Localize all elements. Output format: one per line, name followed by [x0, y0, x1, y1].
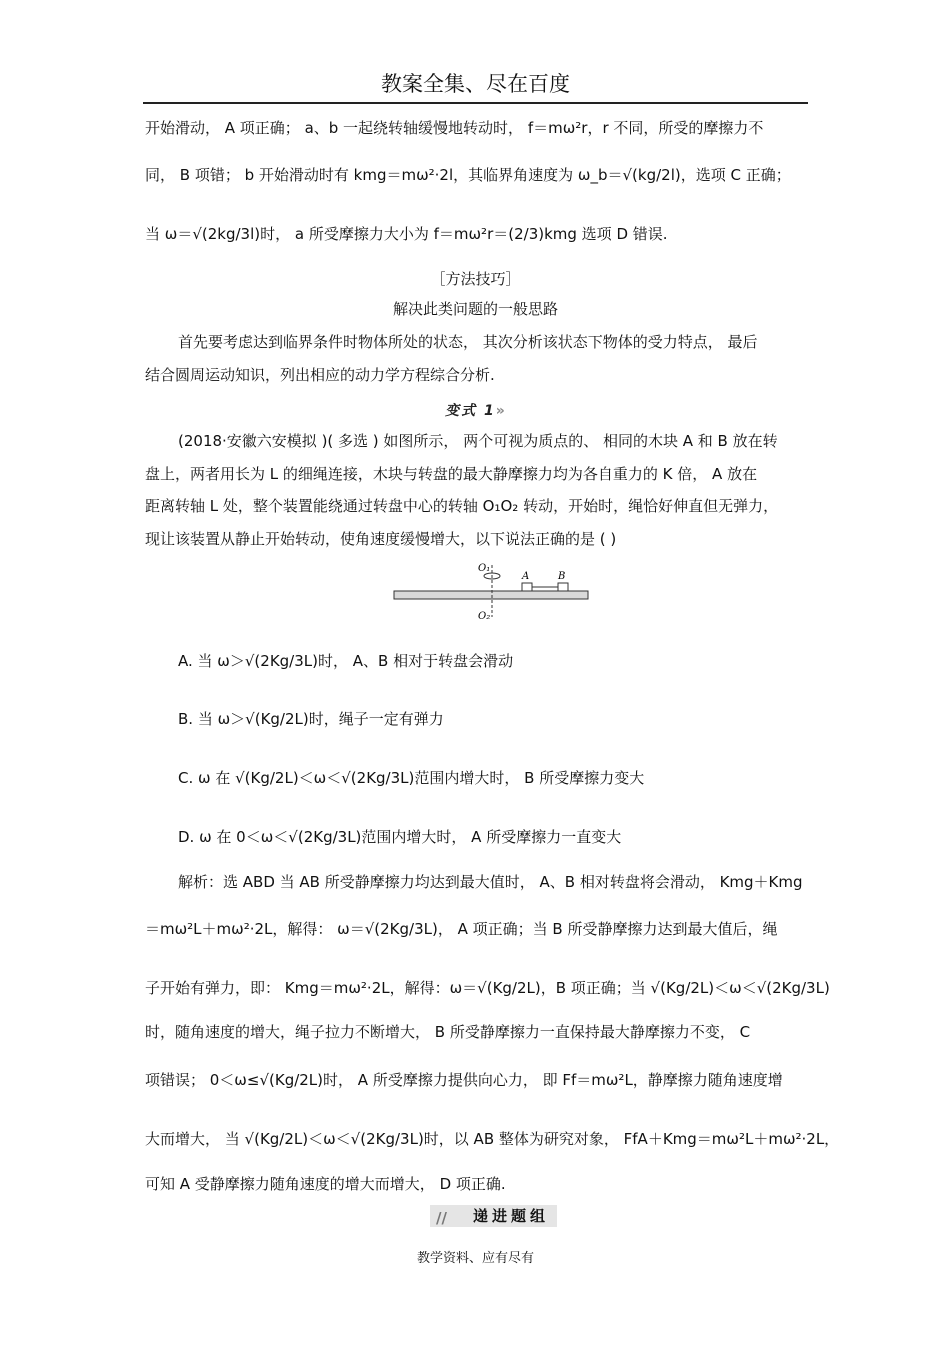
progressive-exercise-label: 递进题组: [472, 1207, 549, 1225]
block-a: [522, 583, 532, 591]
question-line-1: (2018·安徽六安模拟 )( 多选 ) 如图所示， 两个可视为质点的、 相同的木块 A 和 B 放在转: [178, 432, 778, 450]
question-line-3: 距离转轴 L 处，整个装置能绕通过转盘中心的转轴 O₁O₂ 转动，开始时，绳恰好伸直但无弹力，: [145, 497, 779, 515]
progressive-exercise-banner: [430, 1205, 557, 1227]
analysis-prev-line-1: 开始滑动， A 项正确； a、b 一起绕转轴缓慢地转动时， f＝mω²r，r 不同，所受的摩擦力不: [145, 119, 764, 137]
option-d: D. ω 在 0＜ω＜√(2Kg/3L)范围内增大时， A 所受摩擦力一直变大: [178, 828, 622, 846]
method-title: 解决此类问题的一般思路: [392, 300, 558, 318]
analysis-line-2: ＝mω²L＋mω²·2L，解得： ω＝√(2Kg/3L)， A 项正确；当 B 所受静摩擦力达到最大值后，绳: [145, 920, 778, 938]
label-b: B: [558, 571, 566, 582]
page-header-title: 教案全集、尽在百度: [143, 66, 808, 104]
analysis-prev-line-3: 当 ω＝√(2kg/3l)时， a 所受摩擦力大小为 f＝mω²r＝(2/3)kmg 选项 D 错误.: [145, 225, 668, 243]
method-tag: ［方法技巧］: [430, 270, 521, 288]
question-line-4: 现让该装置从静止开始转动，使角速度缓慢增大，以下说法正确的是 ( ): [145, 530, 617, 548]
slash-mark-icon: //: [436, 1209, 447, 1227]
label-o2: O₂: [478, 611, 491, 622]
label-a: A: [522, 571, 530, 582]
option-a: A. 当 ω＞√(2Kg/3L)时， A、B 相对于转盘会滑动: [178, 652, 514, 670]
variant-tag: [430, 402, 522, 420]
analysis-line-7: 可知 A 受静摩擦力随角速度的增大而增大， D 项正确.: [145, 1175, 506, 1193]
analysis-line-3: 子开始有弹力，即： Kmg＝mω²·2L，解得：ω＝√(Kg/2L)，B 项正确；当 √(Kg/2L)＜ω＜√(2Kg/3L): [145, 979, 830, 997]
page-footer: 教学资料、应有尽有: [416, 1251, 534, 1266]
turntable-figure: [392, 561, 592, 629]
variant-tag-label: 变式 1: [445, 403, 496, 419]
analysis-line-5: 项错误； 0＜ω≤√(Kg/2L)时， A 所受摩擦力提供向心力， 即 Ff＝mω²L，静摩擦力随角速度增: [145, 1071, 783, 1089]
analysis-prev-line-2: 同， B 项错； b 开始滑动时有 kmg＝mω²·2l，其临界角速度为 ω_b＝√(kg/2l)，选项 C 正确；: [145, 166, 791, 184]
analysis-line-1: 解析：选 ABD 当 AB 所受静摩擦力均达到最大值时， A、B 相对转盘将会滑动， Kmg＋Kmg: [178, 873, 803, 891]
method-paragraph-line-2: 结合圆周运动知识，列出相应的动力学方程综合分析.: [145, 366, 495, 384]
analysis-line-4: 时，随角速度的增大，绳子拉力不断增大， B 所受静摩擦力一直保持最大静摩擦力不变， C: [145, 1023, 751, 1041]
label-o1: O₁: [478, 563, 491, 574]
option-b: B. 当 ω＞√(Kg/2L)时，绳子一定有弹力: [178, 710, 444, 728]
turntable-disk: [394, 591, 588, 599]
question-line-2: 盘上，两者用长为 L 的细绳连接，木块与转盘的最大静摩擦力均为各自重力的 K 倍， A 放在: [145, 465, 758, 483]
block-b: [558, 583, 568, 591]
option-c: C. ω 在 √(Kg/2L)＜ω＜√(2Kg/3L)范围内增大时， B 所受摩擦力变大: [178, 769, 645, 787]
chevron-right-icon: »: [495, 403, 507, 419]
method-paragraph-line-1: 首先要考虑达到临界条件时物体所处的状态， 其次分析该状态下物体的受力特点， 最后: [178, 333, 758, 351]
analysis-line-6: 大而增大， 当 √(Kg/2L)＜ω＜√(2Kg/3L)时，以 AB 整体为研究对象， FfA＋Kmg＝mω²L＋mω²·2L，: [145, 1130, 840, 1148]
turntable-diagram: [392, 561, 592, 625]
